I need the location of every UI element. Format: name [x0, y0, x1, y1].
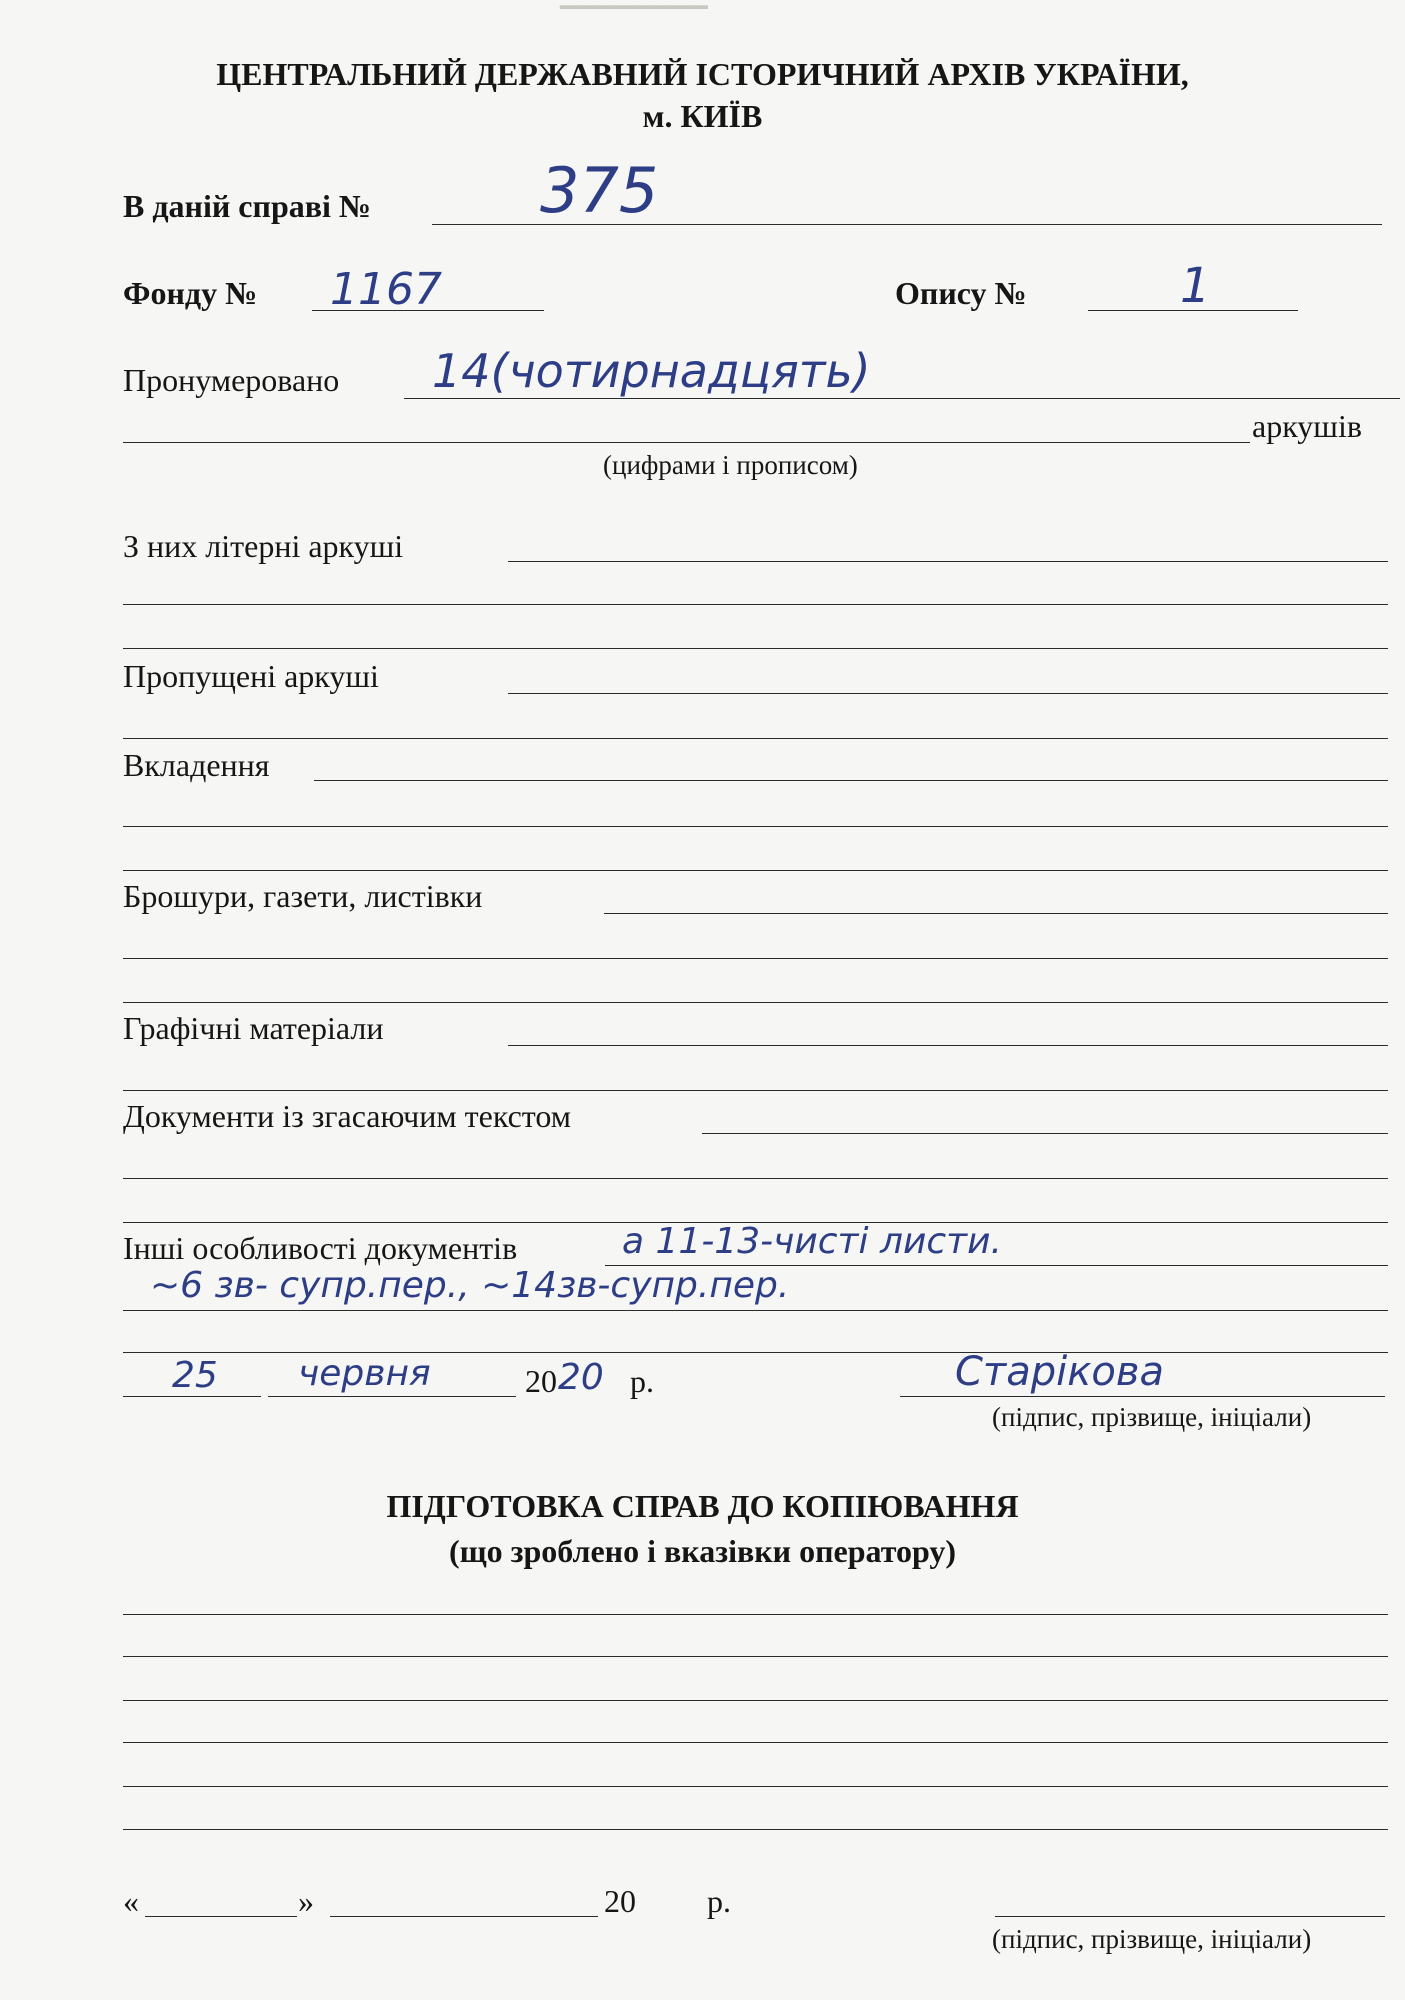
attachments-label: Вкладення: [123, 747, 270, 783]
archive-city: м. КИЇВ: [642, 98, 763, 134]
case-value[interactable]: 375: [540, 154, 659, 227]
other-features-note-2[interactable]: ~6 зв- супр.пер., ~14зв-супр.пер.: [150, 1265, 790, 1306]
brochures-label: Брошури, газети, листівки: [123, 878, 483, 914]
section2-line-6: [123, 1829, 1388, 1830]
date2-year: 20: [604, 1883, 636, 1919]
section2-line-3: [123, 1700, 1388, 1701]
numbered-label: Пронумеровано: [123, 362, 340, 398]
brochures-line-3: [123, 1002, 1388, 1003]
signature2-hint: (підпис, прізвище, ініціали): [992, 1924, 1312, 1954]
bleed-through-text: ▔▔▔▔▔▔▔▔: [560, 8, 708, 34]
missing-sheets-label: Пропущені аркуші: [123, 658, 379, 694]
brochures-line-1: [604, 913, 1388, 914]
opys-label: Опису №: [895, 275, 1027, 311]
attachments-line-2: [123, 826, 1388, 827]
graphics-label: Графічні матеріали: [123, 1010, 384, 1046]
date1-month-line: [268, 1396, 516, 1397]
date2-day-line: [145, 1916, 297, 1917]
date1-year-unit: р.: [630, 1363, 654, 1399]
letter-sheets-label: З них літерні аркуші: [123, 528, 404, 564]
section2-line-4: [123, 1742, 1388, 1743]
fond-label: Фонду №: [123, 275, 258, 311]
letter-sheets-line-1: [508, 561, 1388, 562]
attachments-line-3: [123, 870, 1388, 871]
other-features-note-1[interactable]: а 11-13-чисті листи.: [622, 1221, 1002, 1262]
fond-value[interactable]: 1167: [330, 264, 442, 315]
fading-text-line-2: [123, 1178, 1388, 1179]
brochures-line-2: [123, 958, 1388, 959]
date2-close-quote: »: [298, 1883, 314, 1919]
opys-value[interactable]: 1: [1180, 258, 1211, 314]
date2-open-quote: «: [123, 1883, 139, 1919]
letter-sheets-line-2: [123, 604, 1388, 605]
attachments-line-1: [314, 780, 1388, 781]
date1-month[interactable]: червня: [298, 1353, 431, 1394]
signature1-value[interactable]: Старікова: [955, 1349, 1164, 1395]
section2-subtitle: (що зроблено і вказівки оператору): [448, 1533, 957, 1569]
signature2-line: [995, 1916, 1385, 1917]
other-features-line-2: [123, 1310, 1388, 1311]
fading-text-label: Документи із згасаючим текстом: [123, 1098, 571, 1134]
date1-year-prefix: 20: [525, 1363, 557, 1399]
section2-line-2: [123, 1656, 1388, 1657]
numbered-hint: (цифрами і прописом): [603, 450, 858, 480]
section2-line-5: [123, 1786, 1388, 1787]
other-features-label: Інші особливості документів: [123, 1230, 518, 1266]
missing-sheets-line-2: [123, 738, 1388, 739]
numbered-suffix: аркушів: [1252, 408, 1362, 444]
date1-day-line: [123, 1396, 261, 1397]
archive-title: ЦЕНТРАЛЬНИЙ ДЕРЖАВНИЙ ІСТОРИЧНИЙ АРХІВ УКРАЇНИ,: [216, 56, 1189, 92]
graphics-line-2: [123, 1090, 1388, 1091]
case-label: В даній справі №: [123, 188, 372, 224]
date2-month-line: [330, 1916, 598, 1917]
numbered-value[interactable]: 14(чотирнадцять): [432, 344, 871, 398]
signature1-hint: (підпис, прізвище, ініціали): [992, 1402, 1312, 1432]
numbered-line-2: [123, 442, 1250, 443]
fading-text-line-1: [702, 1133, 1388, 1134]
numbered-line-1: [404, 398, 1400, 399]
graphics-line-1: [508, 1045, 1388, 1046]
signature1-line: [900, 1396, 1385, 1397]
letter-sheets-line-3: [123, 648, 1388, 649]
date1-day[interactable]: 25: [172, 1355, 218, 1396]
section2-title: ПІДГОТОВКА СПРАВ ДО КОПІЮВАННЯ: [386, 1488, 1019, 1524]
date1-year-suffix[interactable]: 20: [558, 1357, 604, 1398]
section2-line-1: [123, 1614, 1388, 1615]
date2-unit: р.: [707, 1883, 731, 1919]
missing-sheets-line-1: [508, 693, 1388, 694]
